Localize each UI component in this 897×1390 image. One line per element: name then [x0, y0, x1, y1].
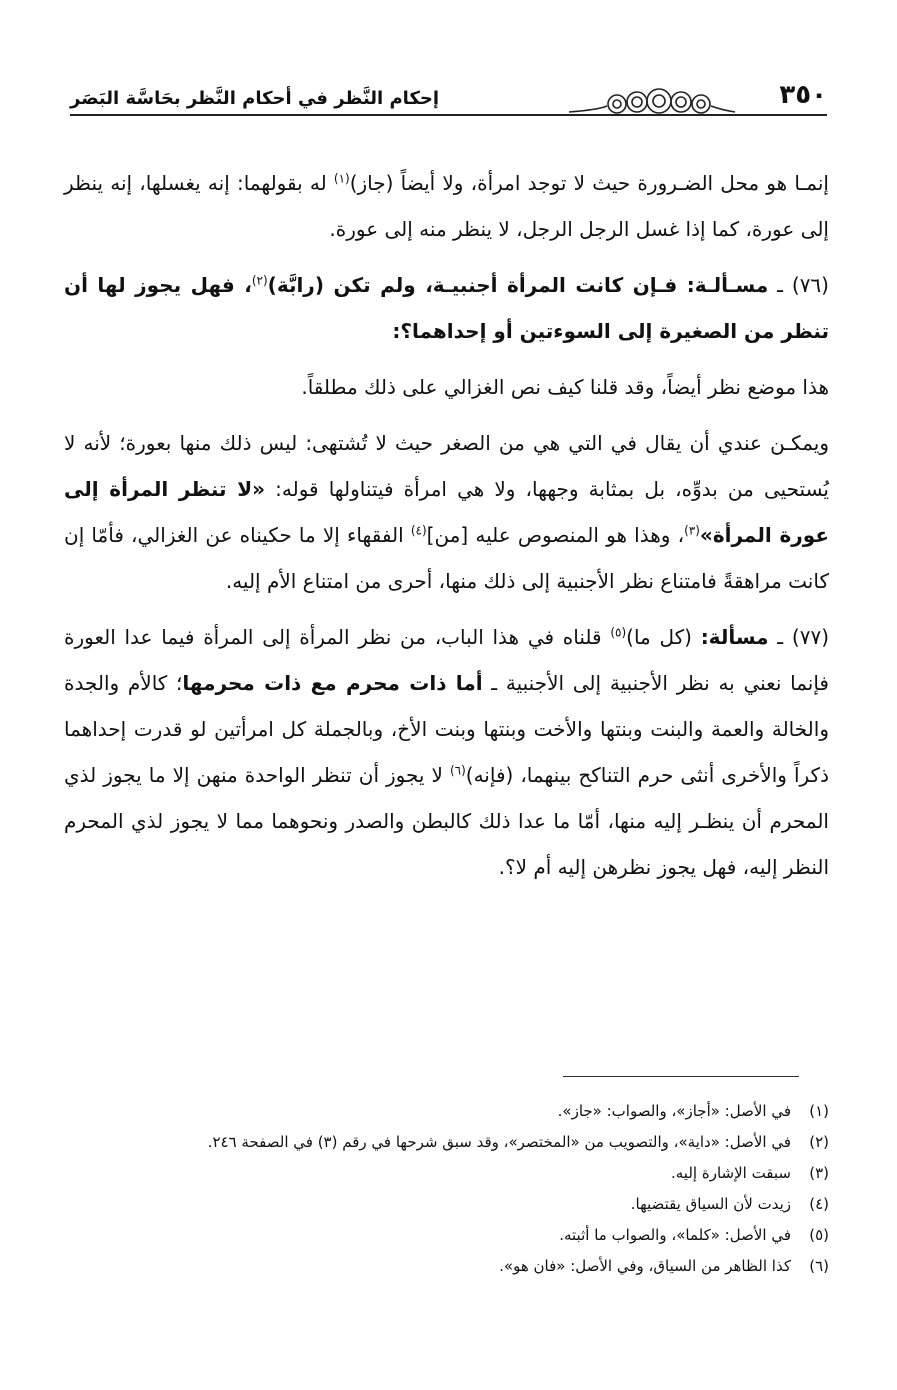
footnote-number: (٤): [809, 1195, 829, 1213]
text-run: إنمـا هو محل الضـرورة حيث لا توجد امرأة، ولا أيضاً (جاز): [349, 171, 829, 195]
footnote-item: [64, 1189, 829, 1220]
text-run: ، وهذا هو المنصوص عليه [من]: [426, 523, 685, 547]
text-run: ويمكـن عندي أن يقال في التي هي من الصغر حيث لا تُشتهى: ليس ذلك منها بعورة؛ لأنه لا يُستحيى من بدوِّه، بل بمثابة وجهها، ولا هي امرأة فيتناولها قوله:: [64, 431, 830, 501]
footnote-text: سبقت الإشارة إليه.: [671, 1164, 791, 1182]
header-rule: [70, 114, 827, 116]
footnote-text: كذا الظاهر من السياق، وفي الأصل: «فان هو».: [499, 1257, 791, 1275]
footnote-text: في الأصل: «كلما»، والصواب ما أثبته.: [559, 1226, 791, 1244]
issue-number: (٧٧) ـ: [768, 625, 829, 649]
footnote-item: [64, 1096, 829, 1127]
paragraph-2-issue-76: [64, 262, 829, 354]
footnotes: [64, 1096, 829, 1282]
footnote-number: (٢): [809, 1133, 829, 1151]
footnote-item: [64, 1220, 829, 1251]
paragraph-3: [64, 364, 829, 410]
issue-heading: مسـألـة: فـإن كانت المرأة أجنبيـة، ولم تكن (رابَّة): [267, 273, 769, 297]
text-run: الفقهاء إلا ما حكيناه عن الغزالي، فأمّا إن كانت مراهقةً فامتناع نظر الأجنبية إلى ذلك منها، أحرى من امتناع الأم إليه.: [64, 523, 829, 593]
hadith-quote: «لا تنظر المرأة إلى عورة المرأة»: [64, 477, 830, 547]
footnote-separator: [563, 1076, 799, 1077]
text-run: قلناه في هذا الباب، من نظر المرأة إلى المرأة فيما عدا العورة فإنما نعني به نظر الأجنبية إلى الأجنبية ـ: [64, 625, 829, 695]
header-title: إحكام النَّظر في أحكام النَّظر بحَاسَّة البَصَر: [70, 88, 440, 109]
footnote-number: (١): [809, 1102, 829, 1120]
footnote-item: [64, 1158, 829, 1189]
footnote-ref: (٥): [610, 625, 627, 640]
paragraph-1: [64, 160, 829, 252]
footnote-ref: (١): [333, 171, 350, 186]
text-run: ؛ كالأم والجدة والخالة والعمة والبنت وبنتها والأخت وبنتها وبنت الأخ، وبالجملة كل امرأتين لو قدرت إحداهما ذكراً والأخرى أنثى حرم التناكح بينهما، (فإنه): [64, 671, 829, 787]
page-number: ٣٥٠: [779, 80, 827, 110]
footnote-ref: (٢): [251, 273, 268, 288]
issue-heading: ، فهل يجوز لها أن تنظر من الصغيرة إلى السوءتين أو إحداهما؟:: [64, 273, 829, 343]
footnote-ref: (٣): [684, 523, 700, 538]
footnote-text: في الأصل: «داية»، والتصويب من «المختصر»، وقد سبق شرحها في رقم (٣) في الصفحة ٢٤٦.: [207, 1133, 791, 1151]
text-run: هذا موضع نظر أيضاً، وقد قلنا كيف نص الغزالي على ذلك مطلقاً.: [301, 375, 829, 399]
footnote-item: [64, 1251, 829, 1282]
footnote-item: [64, 1127, 829, 1158]
issue-heading: مسألة:: [700, 625, 769, 649]
text-run: (كل ما): [626, 625, 701, 649]
footnote-ref: (٦): [449, 763, 466, 778]
main-text: [64, 160, 829, 900]
paragraph-5-issue-77: [64, 614, 829, 890]
bold-phrase: أما ذات محرم مع ذات محرمها: [182, 671, 483, 695]
footnote-number: (٦): [809, 1257, 829, 1275]
issue-number: (٧٦) ـ: [768, 273, 829, 297]
footnote-number: (٣): [809, 1164, 829, 1182]
footnote-number: (٥): [809, 1226, 829, 1244]
text-run: لا يجوز أن تنظر الواحدة منهن إلا ما يجوز لذي المحرم أن ينظـر إليه منها، أمّا ما عدا ذلك كالبطن والصدر ونحوهما مما لا يجوز لذي المحرم النظر إليه، فهل يجوز نظرهن إليه أم لا؟.: [64, 763, 829, 879]
running-header: [70, 78, 827, 128]
text-run: له بقولهما: إنه يغسلها، إنه ينظر إلى عورة، كما إذا غسل الرجل الرجل، لا ينظر منه إلى عورة.: [64, 171, 829, 241]
footnote-text: زيدت لأن السياق يقتضيها.: [630, 1195, 791, 1213]
footnote-ref: (٤): [410, 523, 427, 538]
paragraph-4: [64, 420, 829, 604]
footnote-text: في الأصل: «أجاز»، والصواب: «جاز».: [557, 1102, 791, 1120]
